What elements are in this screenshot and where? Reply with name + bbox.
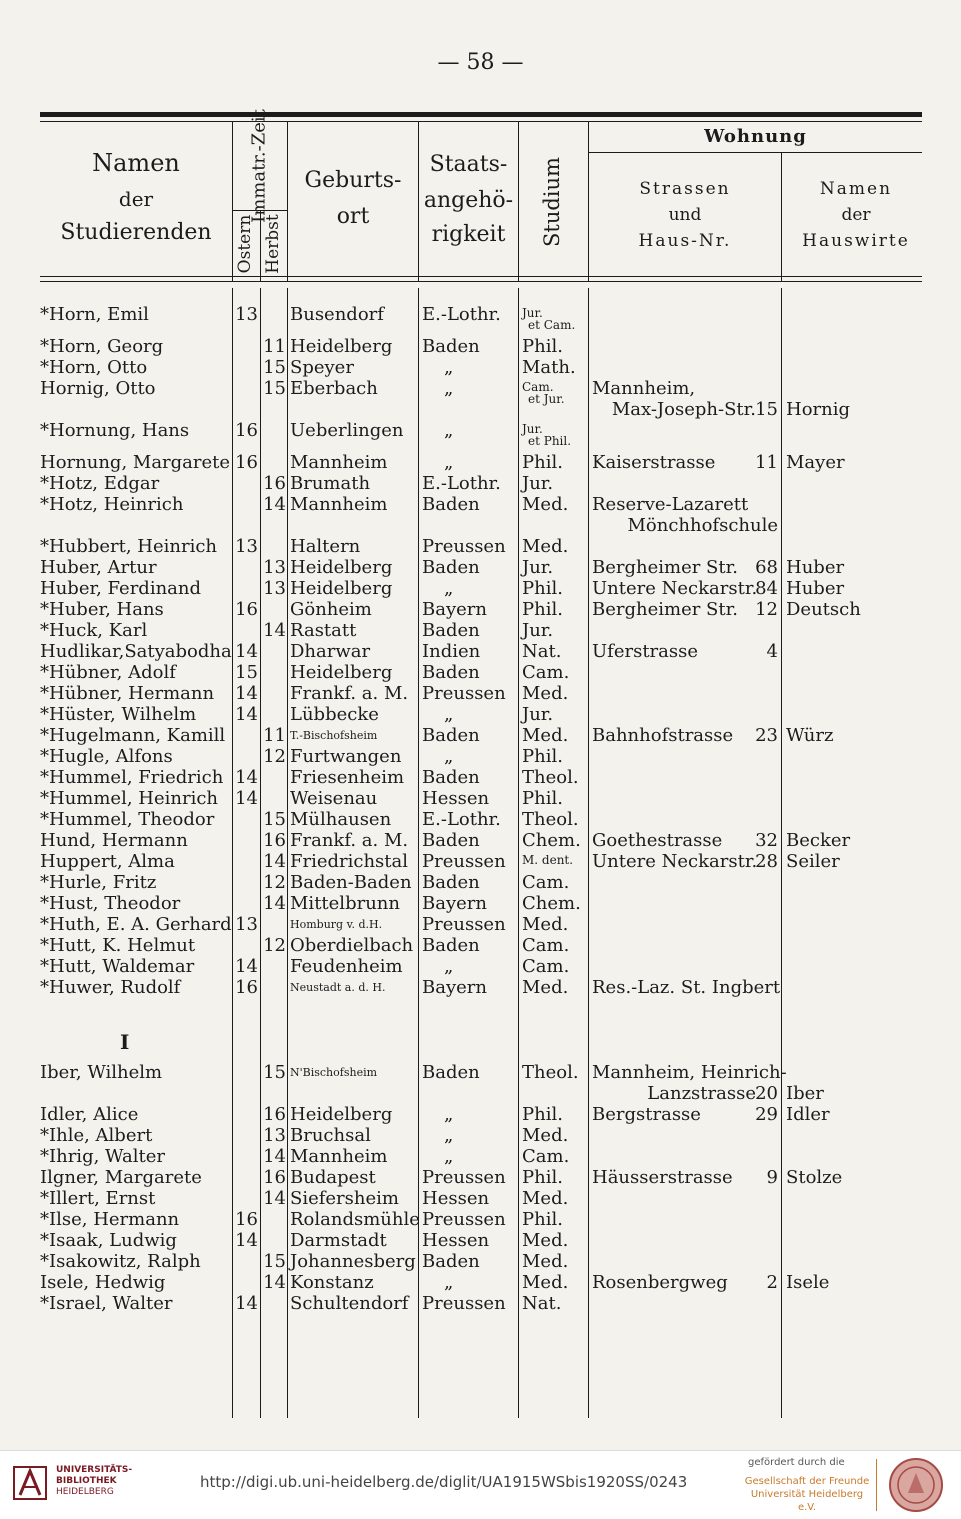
study-subject-2: et Phil. xyxy=(528,434,572,448)
birthplace: Mülhausen xyxy=(290,809,392,830)
header-und: und xyxy=(668,205,702,225)
herbst-year: 16 xyxy=(263,473,286,494)
nationality: Baden xyxy=(422,935,480,956)
herbst-year: 14 xyxy=(263,494,286,515)
header-geburts: Geburts- xyxy=(304,168,402,193)
birthplace: Heidelberg xyxy=(290,1104,393,1125)
landlord: Stolze xyxy=(786,1167,843,1188)
student-name: Hornig, Otto xyxy=(40,378,156,399)
study-subject-2: et Jur. xyxy=(528,392,565,406)
birthplace: Rolandsmühle xyxy=(290,1209,420,1230)
library-logo-icon xyxy=(12,1463,48,1503)
herbst-year: 15 xyxy=(263,357,286,378)
header-strassen: Strassen xyxy=(639,179,731,199)
header-hausnr: Haus-Nr. xyxy=(638,231,732,251)
body-line-staat xyxy=(518,288,519,1418)
study-subject: Med. xyxy=(522,494,569,515)
body-line-studium xyxy=(588,288,589,1418)
street: Reserve-Lazarett xyxy=(592,494,749,515)
street: Kaiserstrasse xyxy=(592,452,716,473)
street: Rosenbergweg xyxy=(592,1272,728,1293)
street: Bergheimer Str. xyxy=(592,557,738,578)
herbst-year: 15 xyxy=(263,1251,286,1272)
study-subject: Med. xyxy=(522,914,569,935)
header-rule-2 xyxy=(40,281,922,282)
study-subject: Chem. xyxy=(522,830,581,851)
student-name: *Horn, Georg xyxy=(40,336,164,357)
study-subject: Phil. xyxy=(522,578,563,599)
study-subject: Cam. xyxy=(522,1146,570,1167)
nationality: „ xyxy=(444,357,454,378)
student-name: *Horn, Emil xyxy=(40,304,149,325)
study-subject: Phil. xyxy=(522,599,563,620)
street-line2: Max-Joseph-Str. xyxy=(611,399,756,420)
nationality: Baden xyxy=(422,767,480,788)
birthplace: Heidelberg xyxy=(290,557,393,578)
nationality: Baden xyxy=(422,1062,480,1083)
street: Mannheim, xyxy=(592,378,696,399)
street-line2: Lanzstrasse xyxy=(647,1083,756,1104)
student-name: *Isakowitz, Ralph xyxy=(40,1251,201,1272)
nationality: „ xyxy=(444,420,454,441)
header-der: der xyxy=(118,187,154,211)
ostern-year: 13 xyxy=(235,304,258,325)
study-subject: Jur. xyxy=(522,473,554,494)
nationality: E.-Lothr. xyxy=(422,304,501,325)
nationality: „ xyxy=(444,378,454,399)
landlord: Idler xyxy=(786,1104,830,1125)
nationality: Hessen xyxy=(422,1188,490,1209)
nationality: Bayern xyxy=(422,599,487,620)
footer-bar xyxy=(0,1450,961,1519)
nationality: Preussen xyxy=(422,1293,506,1314)
header-ort: ort xyxy=(336,204,370,229)
student-name: *Hüster, Wilhelm xyxy=(40,704,197,725)
header-rigkeit: rigkeit xyxy=(431,222,506,247)
birthplace: Siefersheim xyxy=(290,1188,399,1209)
street: Goethestrasse xyxy=(592,830,723,851)
nationality: Bayern xyxy=(422,893,487,914)
birthplace: Rastatt xyxy=(290,620,357,641)
study-subject: Jur. xyxy=(522,704,554,725)
study-subject: Cam. xyxy=(522,935,570,956)
street: Untere Neckarstr. xyxy=(592,851,758,872)
nationality: „ xyxy=(444,1104,454,1125)
student-name: *Ihle, Albert xyxy=(40,1125,153,1146)
ostern-year: 13 xyxy=(235,536,258,557)
street: Bergheimer Str. xyxy=(592,599,738,620)
herbst-year: 11 xyxy=(263,336,286,357)
ostern-year: 14 xyxy=(235,641,258,662)
study-subject: Theol. xyxy=(522,1062,579,1083)
study-subject: Jur. xyxy=(522,620,554,641)
street: Bergstrasse xyxy=(592,1104,701,1125)
ostern-year: 14 xyxy=(235,1293,258,1314)
ostern-year: 15 xyxy=(235,662,258,683)
body-line-herbst xyxy=(287,288,288,1418)
student-name: Hund, Hermann xyxy=(40,830,188,851)
col-line-staat xyxy=(518,121,519,281)
study-subject: Cam. xyxy=(522,956,570,977)
herbst-year: 14 xyxy=(263,1272,286,1293)
student-name: *Hotz, Edgar xyxy=(40,473,160,494)
house-number: 23 xyxy=(755,725,778,746)
study-subject: Jur. xyxy=(522,306,543,320)
birthplace: N'Bischofsheim xyxy=(290,1066,378,1079)
birthplace: Johannesberg xyxy=(290,1251,416,1272)
student-name: *Ilse, Hermann xyxy=(40,1209,180,1230)
birthplace: Frankf. a. M. xyxy=(290,830,409,851)
landlord: Iber xyxy=(786,1083,824,1104)
sponsor-label: gefördert durch die xyxy=(748,1457,845,1468)
nationality: E.-Lothr. xyxy=(422,473,501,494)
library-line1: UNIVERSITÄTS- xyxy=(56,1465,133,1475)
herbst-year: 11 xyxy=(263,725,286,746)
street: Res.-Laz. St. Ingbert xyxy=(592,977,781,998)
nationality: „ xyxy=(444,578,454,599)
section-letter: I xyxy=(120,1030,130,1054)
ostern-year: 14 xyxy=(235,1230,258,1251)
landlord: Huber xyxy=(786,578,845,599)
student-name: *Hummel, Friedrich xyxy=(40,767,224,788)
herbst-year: 13 xyxy=(263,557,286,578)
house-number: 11 xyxy=(755,452,778,473)
student-name: Isele, Hedwig xyxy=(40,1272,166,1293)
student-name: Hornung, Margarete xyxy=(40,452,231,473)
landlord: Isele xyxy=(786,1272,830,1293)
student-name: *Hugle, Alfons xyxy=(40,746,173,767)
landlord: Becker xyxy=(786,830,851,851)
nationality: Preussen xyxy=(422,1209,506,1230)
student-name: *Huth, E. A. Gerhard xyxy=(40,914,232,935)
student-name: *Hugelmann, Kamill xyxy=(40,725,226,746)
birthplace: Baden-Baden xyxy=(290,872,412,893)
study-subject: Phil. xyxy=(522,788,563,809)
study-subject: M. dent. xyxy=(522,853,574,867)
nationality: Preussen xyxy=(422,536,506,557)
birthplace: Friesenheim xyxy=(290,767,405,788)
library-line3: HEIDELBERG xyxy=(56,1487,114,1497)
house-number: 84 xyxy=(755,578,778,599)
student-name: *Hübner, Adolf xyxy=(40,662,176,683)
herbst-year: 14 xyxy=(263,893,286,914)
student-name: Huber, Artur xyxy=(40,557,157,578)
birthplace: Bruchsal xyxy=(290,1125,371,1146)
study-subject: Cam. xyxy=(522,872,570,893)
student-name: *Hummel, Heinrich xyxy=(40,788,219,809)
study-subject: Phil. xyxy=(522,746,563,767)
herbst-year: 12 xyxy=(263,872,286,893)
landlord: Würz xyxy=(786,725,834,746)
house-number: 28 xyxy=(755,851,778,872)
nationality: „ xyxy=(444,704,454,725)
student-name: Idler, Alice xyxy=(40,1104,139,1125)
ostern-year: 13 xyxy=(235,914,258,935)
study-subject: Phil. xyxy=(522,1209,563,1230)
ostern-year: 14 xyxy=(235,767,258,788)
house-number: 12 xyxy=(755,599,778,620)
house-number: 4 xyxy=(766,641,778,662)
house-number: 29 xyxy=(755,1104,778,1125)
birthplace: Feudenheim xyxy=(290,956,403,977)
study-subject: Med. xyxy=(522,725,569,746)
herbst-year: 16 xyxy=(263,1167,286,1188)
birthplace: Mannheim xyxy=(290,452,388,473)
study-subject: Math. xyxy=(522,357,576,378)
study-subject: Phil. xyxy=(522,1167,563,1188)
birthplace: Homburg v. d.H. xyxy=(290,918,383,931)
study-subject: Med. xyxy=(522,1251,569,1272)
herbst-year: 16 xyxy=(263,1104,286,1125)
herbst-year: 16 xyxy=(263,830,286,851)
nationality: Baden xyxy=(422,725,480,746)
university-seal-icon xyxy=(888,1457,944,1513)
birthplace: Mannheim xyxy=(290,1146,388,1167)
birthplace: Friedrichstal xyxy=(290,851,409,872)
landlord: Hornig xyxy=(786,399,851,420)
student-name: Ilgner, Margarete xyxy=(40,1167,202,1188)
birthplace: Dharwar xyxy=(290,641,371,662)
header-der2: der xyxy=(841,205,871,225)
birthplace: Mannheim xyxy=(290,494,388,515)
header-staats: Staats- xyxy=(429,152,508,177)
nationality: Preussen xyxy=(422,851,506,872)
student-name: *Hotz, Heinrich xyxy=(40,494,184,515)
student-name: *Huber, Hans xyxy=(40,599,164,620)
header-herbst: Herbst xyxy=(263,214,283,274)
sponsor-divider xyxy=(876,1459,877,1511)
herbst-year: 12 xyxy=(263,746,286,767)
top-rule-thick xyxy=(40,112,922,117)
street: Mannheim, Heinrich- xyxy=(592,1062,787,1083)
study-subject: Jur. xyxy=(522,557,554,578)
nationality: Baden xyxy=(422,1251,480,1272)
study-subject: Med. xyxy=(522,683,569,704)
ostern-year: 14 xyxy=(235,788,258,809)
student-name: *Hübner, Hermann xyxy=(40,683,215,704)
header-namen: Namen xyxy=(92,149,180,177)
study-subject: Jur. xyxy=(522,422,543,436)
birthplace: Haltern xyxy=(290,536,361,557)
study-subject: Med. xyxy=(522,977,569,998)
landlord: Mayer xyxy=(786,452,845,473)
nationality: „ xyxy=(444,452,454,473)
herbst-year: 14 xyxy=(263,851,286,872)
ostern-year: 16 xyxy=(235,977,258,998)
header-studierenden: Studierenden xyxy=(60,220,212,245)
header-ostern: Ostern xyxy=(235,214,255,274)
study-subject: Cam. xyxy=(522,380,554,394)
nationality: Hessen xyxy=(422,1230,490,1251)
house-number: 9 xyxy=(766,1167,778,1188)
study-subject: Med. xyxy=(522,1125,569,1146)
study-subject: Chem. xyxy=(522,893,581,914)
herbst-year: 15 xyxy=(263,378,286,399)
sponsor-name xyxy=(742,1475,872,1514)
ostern-year: 14 xyxy=(235,704,258,725)
student-name: *Israel, Walter xyxy=(40,1293,173,1314)
ostern-year: 16 xyxy=(235,420,258,441)
student-name: *Hutt, Waldemar xyxy=(40,956,195,977)
nationality: Indien xyxy=(422,641,481,662)
nationality: E.-Lothr. xyxy=(422,809,501,830)
house-number: 68 xyxy=(755,557,778,578)
birthplace: Mittelbrunn xyxy=(290,893,400,914)
street: Bahnhofstrasse xyxy=(592,725,734,746)
herbst-year: 15 xyxy=(263,1062,286,1083)
birthplace: Gönheim xyxy=(290,599,372,620)
herbst-year: 14 xyxy=(263,620,286,641)
study-subject: Med. xyxy=(522,1230,569,1251)
landlord: Seiler xyxy=(786,851,840,872)
birthplace: Furtwangen xyxy=(290,746,402,767)
library-name xyxy=(56,1465,132,1498)
study-subject: Theol. xyxy=(522,767,579,788)
birthplace: Brumath xyxy=(290,473,371,494)
birthplace: Speyer xyxy=(290,357,354,378)
nationality: Baden xyxy=(422,336,480,357)
birthplace: Lübbecke xyxy=(290,704,379,725)
student-name: *Hornung, Hans xyxy=(40,420,190,441)
document-url-link[interactable]: http://digi.ub.uni-heidelberg.de/diglit/UA1915WSbis1920SS/0243 xyxy=(200,1473,688,1491)
nationality: „ xyxy=(444,1125,454,1146)
sponsor-line1: Gesellschaft der Freunde xyxy=(744,1476,870,1487)
herbst-year: 12 xyxy=(263,935,286,956)
house-number: 2 xyxy=(766,1272,778,1293)
birthplace: Weisenau xyxy=(290,788,378,809)
nationality: „ xyxy=(444,956,454,977)
student-name: Iber, Wilhelm xyxy=(40,1062,163,1083)
nationality: Preussen xyxy=(422,914,506,935)
header-immatr-zeit: Immatr.-Zeit xyxy=(248,109,270,223)
street-line2: Mönchhofschule xyxy=(627,515,778,536)
header-studium: Studium xyxy=(540,157,564,247)
ostern-year: 14 xyxy=(235,683,258,704)
student-name: *Huck, Karl xyxy=(40,620,148,641)
birthplace: T.-Bischofsheim xyxy=(290,729,378,742)
birthplace: Budapest xyxy=(290,1167,376,1188)
study-subject-2: et Cam. xyxy=(528,318,576,332)
birthplace: Heidelberg xyxy=(290,662,393,683)
ostern-year: 14 xyxy=(235,956,258,977)
birthplace: Heidelberg xyxy=(290,336,393,357)
herbst-year: 13 xyxy=(263,1125,286,1146)
body-line-ort xyxy=(418,288,419,1418)
nationality: Baden xyxy=(422,872,480,893)
birthplace: Busendorf xyxy=(290,304,384,325)
herbst-year: 13 xyxy=(263,578,286,599)
nationality: Bayern xyxy=(422,977,487,998)
nationality: Baden xyxy=(422,830,480,851)
study-subject: Med. xyxy=(522,1272,569,1293)
study-subject: Phil. xyxy=(522,452,563,473)
student-name: *Hust, Theodor xyxy=(40,893,181,914)
nationality: Baden xyxy=(422,557,480,578)
nationality: Preussen xyxy=(422,683,506,704)
study-subject: Nat. xyxy=(522,641,562,662)
herbst-year: 14 xyxy=(263,1146,286,1167)
sponsor-line2: Universität Heidelberg e.V. xyxy=(750,1489,864,1513)
house-number: 32 xyxy=(755,830,778,851)
student-name: Huber, Ferdinand xyxy=(40,578,202,599)
study-subject: Theol. xyxy=(522,809,579,830)
landlord: Huber xyxy=(786,557,845,578)
herbst-year: 15 xyxy=(263,809,286,830)
nationality: Hessen xyxy=(422,788,490,809)
page-number: — 58 — xyxy=(437,50,524,75)
student-name: *Isaak, Ludwig xyxy=(40,1230,177,1251)
nationality: „ xyxy=(444,746,454,767)
nationality: „ xyxy=(444,1272,454,1293)
student-name: *Hubbert, Heinrich xyxy=(40,536,218,557)
study-subject: Phil. xyxy=(522,1104,563,1125)
study-subject: Med. xyxy=(522,536,569,557)
header-rule-1 xyxy=(40,276,922,277)
birthplace: Schultendorf xyxy=(290,1293,409,1314)
student-name: *Hummel, Theodor xyxy=(40,809,215,830)
birthplace: Konstanz xyxy=(290,1272,374,1293)
nationality: Baden xyxy=(422,662,480,683)
street: Untere Neckarstr. xyxy=(592,578,758,599)
nationality: „ xyxy=(444,1146,454,1167)
student-name: *Hutt, K. Helmut xyxy=(40,935,196,956)
student-name: *Hurle, Fritz xyxy=(40,872,157,893)
body-line-strassen xyxy=(781,288,782,1418)
body-line-names xyxy=(232,288,233,1418)
study-subject: Cam. xyxy=(522,662,570,683)
birthplace: Eberbach xyxy=(290,378,378,399)
street: Uferstrasse xyxy=(592,641,699,662)
study-subject: Phil. xyxy=(522,336,563,357)
birthplace: Frankf. a. M. xyxy=(290,683,409,704)
landlord: Deutsch xyxy=(786,599,861,620)
header-angehoe: angehö- xyxy=(423,188,514,213)
ostern-year: 16 xyxy=(235,1209,258,1230)
birthplace: Darmstadt xyxy=(290,1230,387,1251)
student-name: Huppert, Alma xyxy=(40,851,175,872)
library-line2: BIBLIOTHEK xyxy=(56,1476,117,1486)
student-name: *Horn, Otto xyxy=(40,357,148,378)
birthplace: Ueberlingen xyxy=(290,420,404,441)
house-number: 15 xyxy=(755,399,778,420)
birthplace: Neustadt a. d. H. xyxy=(290,981,386,994)
student-name: *Illert, Ernst xyxy=(40,1188,156,1209)
herbst-year: 14 xyxy=(263,1188,286,1209)
house-number: 20 xyxy=(755,1083,778,1104)
header-namen2: Namen xyxy=(819,179,893,199)
student-name: Hudlikar,Satyabodha xyxy=(40,641,232,662)
study-subject: Med. xyxy=(522,1188,569,1209)
study-subject: Nat. xyxy=(522,1293,562,1314)
nationality: Baden xyxy=(422,494,480,515)
col-line-names xyxy=(232,121,233,281)
nationality: Preussen xyxy=(422,1167,506,1188)
student-name: *Ihrig, Walter xyxy=(40,1146,165,1167)
nationality: Baden xyxy=(422,620,480,641)
birthplace: Heidelberg xyxy=(290,578,393,599)
header-hauswirte: Hauswirte xyxy=(802,231,910,251)
ostern-year: 16 xyxy=(235,599,258,620)
birthplace: Oberdielbach xyxy=(290,935,414,956)
ostern-year: 16 xyxy=(235,452,258,473)
student-name: *Huwer, Rudolf xyxy=(40,977,181,998)
street: Häusserstrasse xyxy=(592,1167,733,1188)
header-wohnung: Wohnung xyxy=(704,126,807,147)
body-line-ostern xyxy=(260,288,261,1418)
